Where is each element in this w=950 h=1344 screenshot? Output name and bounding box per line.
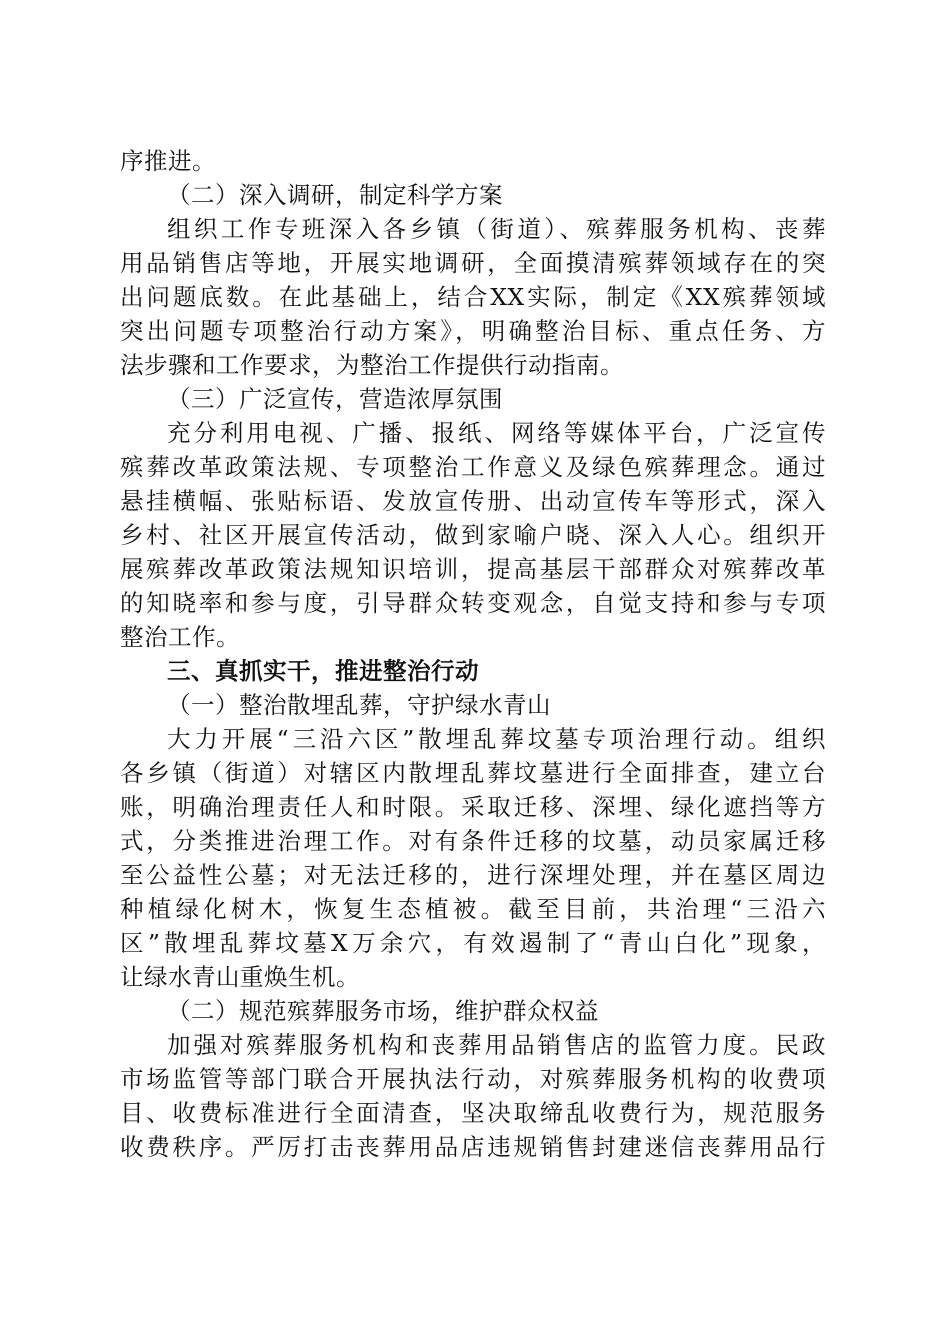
paragraph-line: 至公益性公墓；对无法迁移的，进行深埋处理，并在墓区周边 <box>120 861 826 889</box>
paragraph-line: 悬挂横幅、张贴标语、发放宣传册、出动宣传车等形式，深入 <box>120 487 826 515</box>
paragraph-line: 大力开展“三沿六区”散埋乱葬坟墓专项治理行动。组织 <box>167 725 826 753</box>
subsection-heading: （三）广泛宣传，营造浓厚氛围 <box>167 385 503 413</box>
paragraph-line: 整治工作。 <box>120 623 240 651</box>
paragraph-line: 的知晓率和参与度，引导群众转变观念，自觉支持和参与专项 <box>120 589 826 617</box>
paragraph-line: 收费秩序。严厉打击丧葬用品店违规销售封建迷信丧葬用品行 <box>120 1133 826 1161</box>
paragraph-line: 突出问题专项整治行动方案》，明确整治目标、重点任务、方 <box>120 317 826 345</box>
paragraph-line: 各乡镇（街道）对辖区内散埋乱葬坟墓进行全面排查，建立台 <box>120 759 826 787</box>
paragraph-line: 序推进。 <box>120 147 216 175</box>
paragraph-line: 式，分类推进治理工作。对有条件迁移的坟墓，动员家属迁移 <box>120 827 826 855</box>
paragraph-line: 让绿水青山重焕生机。 <box>120 963 360 991</box>
subsection-heading: （二）深入调研，制定科学方案 <box>167 181 503 209</box>
paragraph-line: 乡村、社区开展宣传活动，做到家喻户晓、深入人心。组织开 <box>120 521 826 549</box>
subsection-heading: （一）整治散埋乱葬，守护绿水青山 <box>167 691 551 719</box>
paragraph-line: 法步骤和工作要求，为整治工作提供行动指南。 <box>120 351 624 379</box>
subsection-heading: （二）规范殡葬服务市场，维护群众权益 <box>167 997 599 1025</box>
paragraph-line: 充分利用电视、广播、报纸、网络等媒体平台，广泛宣传 <box>167 419 826 447</box>
paragraph-line: 加强对殡葬服务机构和丧葬用品销售店的监管力度。民政 <box>167 1031 826 1059</box>
paragraph-line: 账，明确治理责任人和时限。采取迁移、深埋、绿化遮挡等方 <box>120 793 826 821</box>
paragraph-line: 出问题底数。在此基础上，结合XX实际，制定《XX殡葬领域 <box>120 283 826 311</box>
paragraph-line: 用品销售店等地，开展实地调研，全面摸清殡葬领域存在的突 <box>120 249 826 277</box>
paragraph-line: 殡葬改革政策法规、专项整治工作意义及绿色殡葬理念。通过 <box>120 453 826 481</box>
paragraph-line: 区”散埋乱葬坟墓X万余穴，有效遏制了“青山白化”现象， <box>120 929 826 957</box>
paragraph-line: 种植绿化树木，恢复生态植被。截至目前，共治理“三沿六 <box>120 895 826 923</box>
paragraph-line: 组织工作专班深入各乡镇（街道）、殡葬服务机构、丧葬 <box>167 215 826 243</box>
paragraph-line: 市场监管等部门联合开展执法行动，对殡葬服务机构的收费项 <box>120 1065 826 1093</box>
paragraph-line: 目、收费标准进行全面清查，坚决取缔乱收费行为，规范服务 <box>120 1099 826 1127</box>
section-heading: 三、真抓实干，推进整治行动 <box>167 657 479 685</box>
document-page <box>120 144 826 1164</box>
paragraph-line: 展殡葬改革政策法规知识培训，提高基层干部群众对殡葬改革 <box>120 555 826 583</box>
